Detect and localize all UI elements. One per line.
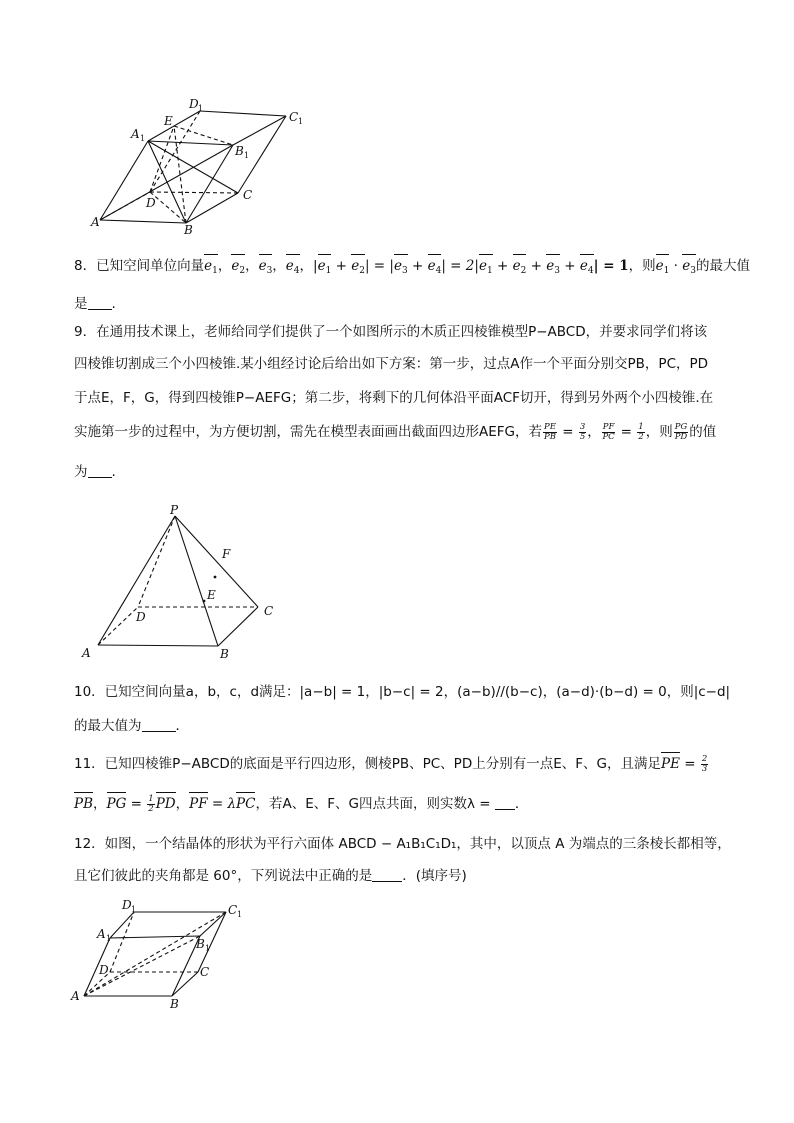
label-c1-sub: 1 — [237, 910, 243, 919]
label-a: A — [82, 646, 91, 660]
label-b: B — [220, 647, 229, 661]
q8-line1: 8．已知空间单位向量$e_1$，$e_2$，$e_3$，$e_4$，$|e_1 + e_2| = |e_3 + e_4| = 2|e_1 + e_2 + e_3 + e_4| = 1$，则$e_1 \cdot e_3$的最大值 — [74, 254, 750, 281]
label-d1-sub: 1 — [198, 104, 204, 113]
q12-line2: 且它们彼此的夹角都是 60°，下列说法中正确的是 ．(填序号) — [74, 868, 467, 884]
parallelepiped-figure-bottom — [68, 898, 258, 1010]
q9-line2: 四棱锥切割成三个小四棱锥.某小组经讨论后给出如下方案：第一步，过点A作一个平面分别交PB，PC，PD — [74, 356, 709, 372]
q9-line5: 为 . — [74, 464, 116, 480]
label-d1: D — [189, 97, 199, 111]
label-b: B — [184, 223, 193, 237]
answer-blank-q9[interactable] — [88, 463, 112, 478]
label-a1-sub: 1 — [140, 134, 146, 143]
label-a: A — [91, 215, 100, 229]
answer-blank-q8[interactable] — [88, 295, 112, 310]
label-b: B — [170, 997, 179, 1011]
label-d1-sub: 1 — [131, 905, 137, 914]
q9-line3: 于点E，F，G，得到四棱锥P−AEFG；第二步，将剩下的几何体沿平面ACF切开，得到另外两个小四棱锥.在 — [74, 390, 714, 406]
q10-line2: 的最大值为 ． — [74, 718, 189, 734]
label-d1: D — [122, 898, 132, 912]
answer-blank-q12[interactable] — [372, 867, 402, 882]
q11-line1: 11．已知四棱锥P−ABCD的底面是平行四边形，侧棱PB、PC、PD上分别有一点E、F、G，且满足PE = $\frac{2}{3}$ — [74, 753, 708, 774]
label-p: P — [170, 503, 179, 517]
q10-line1: 10．已知空间向量a，b，c，d满足：|a−b| = 1，|b−c| = 2，(a−b)//(b−c)，(a−d)·(b−d) = 0，则|c−d| — [74, 684, 731, 700]
label-c1: C — [228, 903, 238, 917]
label-c: C — [243, 188, 253, 202]
label-e: E — [207, 588, 216, 602]
answer-blank-q10[interactable] — [142, 717, 176, 732]
q9-line1: 9．在通用技术课上，老师给同学们提供了一个如图所示的木质正四棱锥模型P−ABCD，并要求同学们将该 — [74, 324, 708, 340]
q12-line1: 12．如图，一个结晶体的形状为平行六面体 ABCD − A₁B₁C₁D₁，其中，以顶点 A 为端点的三条棱长都相等， — [74, 836, 731, 852]
label-c1-sub: 1 — [298, 117, 304, 126]
label-d: D — [136, 610, 146, 624]
label-d: D — [146, 196, 156, 210]
label-f: F — [222, 547, 231, 561]
label-b1-sub: 1 — [205, 944, 211, 953]
label-a1: A — [131, 127, 140, 141]
pyramid-figure — [80, 502, 280, 664]
label-b1: B — [196, 937, 205, 951]
q8-line2: 是 . — [74, 296, 116, 312]
q9-line4: 实施第一步的过程中，为方便切割，需先在模型表面画出截面四边形AEFG，若 $\frac{PE}{PB}$ = $\frac{3}{5}$ ， $\frac{PF}{PC}$ = $\frac{1}{2}$ ，则 $\frac{PG}{PD}$ 的值 — [74, 421, 717, 442]
label-b1-sub: 1 — [244, 151, 250, 160]
parallelepiped-figure-top — [88, 96, 318, 236]
label-b1: B — [235, 144, 244, 158]
label-e: E — [164, 114, 173, 128]
label-d: D — [99, 963, 109, 977]
label-a1: A — [97, 927, 106, 941]
label-c: C — [264, 604, 274, 618]
answer-blank-q11[interactable] — [495, 795, 515, 810]
label-c1: C — [289, 110, 299, 124]
label-c: C — [200, 965, 210, 979]
label-a: A — [71, 989, 80, 1003]
label-a1-sub: 1 — [106, 934, 112, 943]
q11-line2: PB，PG = $\frac{1}{2}$ PD，PF = λPC，若A、E、F、G四点共面，则实数λ = ． — [74, 793, 529, 814]
